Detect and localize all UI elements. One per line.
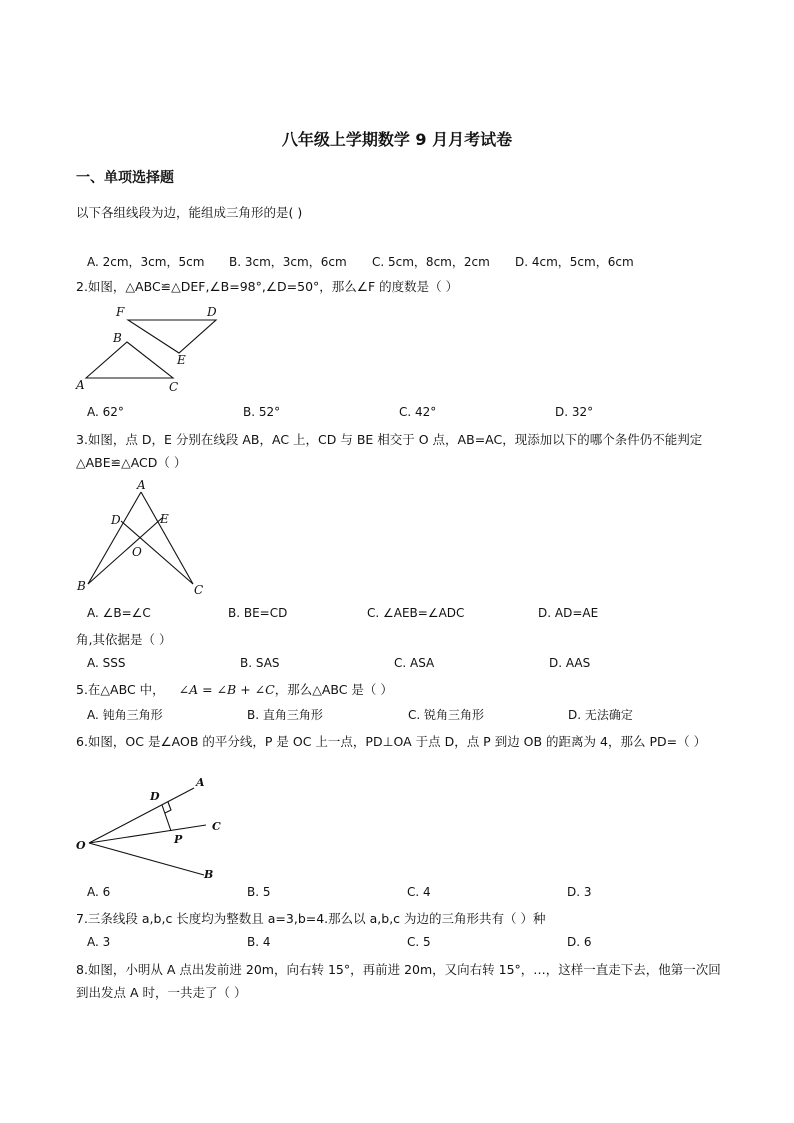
triangle-def [128,320,216,353]
q3-option-b[interactable]: B. BE=CD [228,606,288,620]
label-a: A [196,776,205,789]
q6-option-b[interactable]: B. 5 [247,885,271,899]
q2-figure [76,300,236,400]
question-5-stem [76,680,393,698]
label-b: B [113,331,122,345]
q1-option-a[interactable]: A. 2cm，3cm，5cm [87,255,205,269]
segment-ac [141,492,193,584]
label-a: A [76,378,85,392]
q6-option-d[interactable]: D. 3 [567,885,592,899]
label-c: C [194,583,204,597]
q2-option-c[interactable]: C. 42° [399,405,437,419]
q5-option-b[interactable]: B. 直角三角形 [247,708,323,722]
right-angle-mark [165,802,171,813]
label-d: D [150,790,160,803]
label-b: B [204,868,214,881]
label-o: O [132,545,142,559]
q4-option-a[interactable]: A. SSS [87,656,126,670]
q5-option-c[interactable]: C. 锐角三角形 [408,708,485,722]
q7-option-c[interactable]: C. 5 [407,935,431,949]
q5-option-a[interactable]: A. 钝角三角形 [87,708,163,722]
q2-option-d[interactable]: D. 32° [555,405,594,419]
q3-option-c[interactable]: C. ∠AEB=∠ADC [367,606,465,620]
segment-be [88,518,162,584]
label-o: O [76,839,86,852]
q6-figure [76,775,226,885]
section-heading: 一、单项选择题 [76,170,174,186]
label-p: P [174,833,183,846]
page-title: 八年级上学期数学 9 月月考试卷 [281,130,513,149]
label-a: A [137,478,146,492]
label-e: E [177,353,186,367]
q5-stem-prefix: 5.在△ABC 中， [76,682,165,697]
segment-ab [88,492,141,584]
q3-option-a[interactable]: A. ∠B=∠C [87,606,151,620]
question-2-stem: 2.如图，△ABC≌△DEF,∠B=98°,∠D=50°，那么∠F 的度数是（ ） [76,279,459,294]
q1-option-d[interactable]: D. 4cm，5cm，6cm [515,255,634,269]
label-c: C [169,380,179,394]
q6-option-c[interactable]: C. 4 [407,885,431,899]
q3-option-d[interactable]: D. AD=AE [538,606,599,620]
label-e: E [160,512,169,526]
label-d: D [111,513,121,527]
q4-option-d[interactable]: D. AAS [549,656,591,670]
q2-option-a[interactable]: A. 62° [87,405,124,419]
q4-option-b[interactable]: B. SAS [240,656,280,670]
q5-option-d[interactable]: D. 无法确定 [568,708,633,722]
triangle-abc [86,342,173,378]
q6-option-a[interactable]: A. 6 [87,885,111,899]
q4-option-c[interactable]: C. ASA [394,656,435,670]
segment-pd [162,805,171,831]
question-1-stem: 以下各组线段为边，能组成三角形的是( ) [76,205,303,220]
q3-figure [76,478,216,598]
q5-math-expression: ∠A = ∠B + ∠C [178,682,275,697]
label-b: B [77,579,86,593]
q2-option-b[interactable]: B. 52° [243,405,281,419]
ray-ob [89,843,204,875]
label-d: D [207,305,217,319]
question-4-stem: 角,其依据是（ ） [76,632,172,647]
question-6-stem: 6.如图，OC 是∠AOB 的平分线，P 是 OC 上一点，PD⊥OA 于点 D，点 P 到边 OB 的距离为 4，那么 PD=（ ） [76,734,707,749]
label-c: C [212,820,221,833]
q1-option-c[interactable]: C. 5cm，8cm，2cm [372,255,490,269]
label-f: F [116,305,125,319]
q1-option-b[interactable]: B. 3cm，3cm，6cm [229,255,347,269]
q7-option-a[interactable]: A. 3 [87,935,111,949]
question-3-stem: 3.如图，点 D，E 分别在线段 AB，AC 上，CD 与 BE 相交于 O 点，AB=AC，现添加以下的哪个条件仍不能判定△ABE≌△ACD（ ） [76,432,703,470]
q7-option-b[interactable]: B. 4 [247,935,271,949]
q5-stem-suffix: ，那么△ABC 是（ ） [274,682,393,697]
q7-option-d[interactable]: D. 6 [567,935,592,949]
question-7-stem: 7.三条线段 a,b,c 长度均为整数且 a=3,b=4.那么以 a,b,c 为边的三角形共有（ ）种 [76,911,546,926]
question-8-stem: 8.如图，小明从 A 点出发前进 20m，向右转 15°，再前进 20m，又向右转 15°，…，这样一直走下去，他第一次回到出发点 A 时，一共走了（ ） [76,962,721,1000]
